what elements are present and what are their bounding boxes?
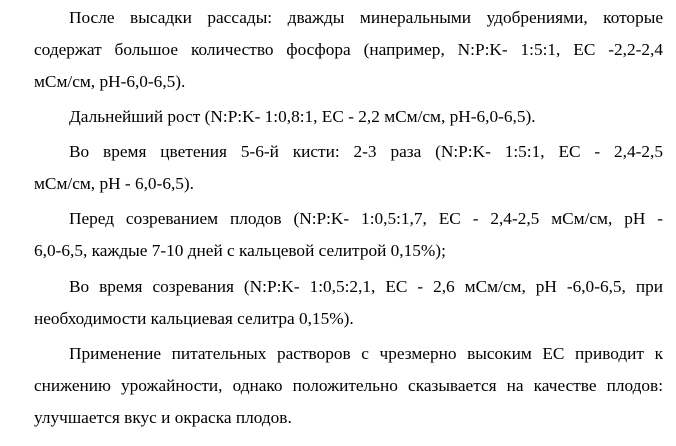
paragraph-1-line-2: содержат большое количество фосфора (например, N:P:K- 1:5:1, EC -2,2-2,4 [34, 40, 663, 59]
paragraph-2-line-1: Дальнейший рост (N:P:K- 1:0,8:1, EC - 2,2 мСм/см, pH-6,0-6,5). [69, 107, 536, 126]
paragraph-6-line-2: снижению урожайности, однако положительно сказывается на качестве плодов: [34, 376, 663, 395]
paragraph-1-line-3: мСм/см, pH-6,0-6,5). [34, 72, 186, 91]
paragraph-4-line-2: 6,0-6,5, каждые 7-10 дней с кальцевой селитрой 0,15%); [34, 241, 446, 260]
paragraph-6-line-3: улучшается вкус и окраска плодов. [34, 408, 292, 427]
paragraph-5-line-2: необходимости кальциевая селитра 0,15%). [34, 309, 354, 328]
paragraph-1-line-1: После высадки рассады: дважды минеральными удобрениями, которые [69, 8, 663, 27]
paragraph-4-line-1: Перед созреванием плодов (N:P:K- 1:0,5:1,7, EC - 2,4-2,5 мСм/см, pH - [69, 209, 663, 228]
paragraph-6-line-1: Применение питательных растворов с чрезмерно высоким EC приводит к [69, 344, 663, 363]
paragraph-3-line-1: Во время цветения 5-6-й кисти: 2-3 раза (N:P:K- 1:5:1, EC - 2,4-2,5 [69, 142, 663, 161]
paragraph-3-line-2: мСм/см, pH - 6,0-6,5). [34, 174, 194, 193]
paragraph-5-line-1: Во время созревания (N:P:K- 1:0,5:2,1, EC - 2,6 мСм/см, pH -6,0-6,5, при [69, 277, 663, 296]
